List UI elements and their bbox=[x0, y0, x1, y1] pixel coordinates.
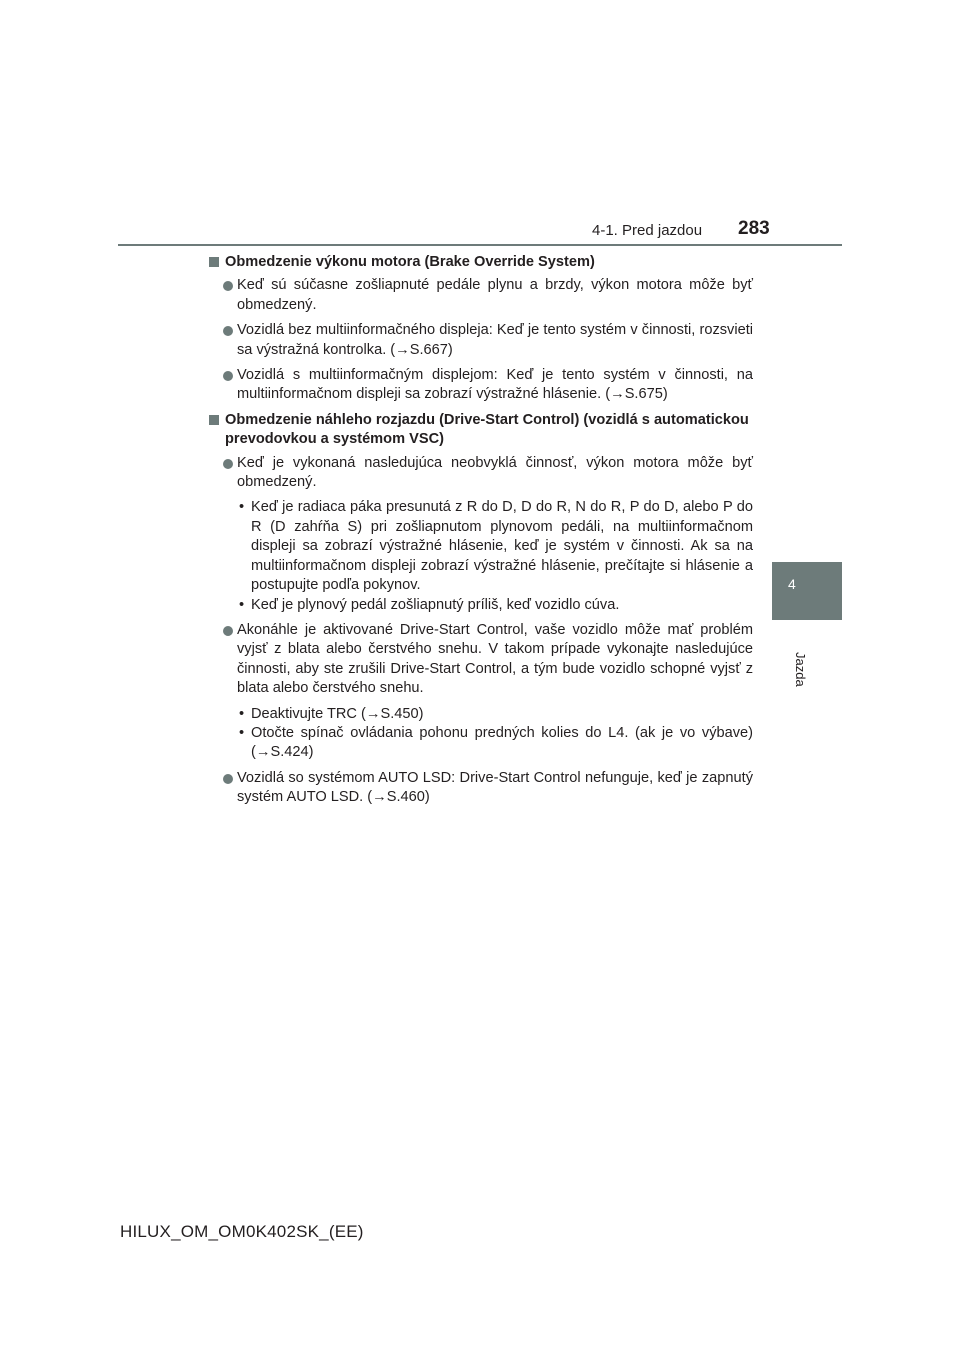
sub-list-item-text: Deaktivujte TRC (→S.450) bbox=[251, 705, 424, 722]
circle-bullet-icon bbox=[223, 626, 233, 636]
circle-bullet-icon bbox=[223, 326, 233, 336]
list-item bbox=[209, 321, 753, 360]
list-item-text: Vozidlá bez multiinformačného displeja: Keď je tento systém v činnosti, rozsvieti sa výstražná kontrolka. (→S.667) bbox=[237, 322, 753, 358]
list-item-text: Keď je vykonaná nasledujúca neobvyklá činnosť, výkon motora môže byť obmedzený. bbox=[237, 454, 753, 491]
circle-bullet-icon bbox=[223, 281, 233, 291]
list-item-text: Keď sú súčasne zošliapnuté pedále plynu a brzdy, výkon motora môže byť obmedzený. bbox=[237, 277, 753, 313]
sub-list-item bbox=[209, 705, 753, 724]
section-heading-text: Obmedzenie výkonu motora (Brake Override System) bbox=[225, 254, 595, 270]
list-item-text: Vozidlá s multiinformačným displejom: Keď je tento systém v činnosti, na multiinformačnom displeji sa zobrazí výstražné hlásenie. (→S.675) bbox=[237, 367, 753, 403]
sub-list-item-text: Otočte spínač ovládania pohonu predných kolies do L4. (ak je vo výbave) (→S.424) bbox=[251, 724, 753, 761]
document-code: HILUX_OM_OM0K402SK_(EE) bbox=[120, 1222, 364, 1241]
square-bullet-icon bbox=[209, 415, 219, 425]
chapter-tab bbox=[772, 562, 842, 620]
page-content bbox=[209, 253, 753, 814]
list-item-text: Akonáhle je aktivované Drive-Start Control, vaše vozidlo môže mať problém vyjsť z blata alebo čerstvého snehu. V takom prípade vykonajte nasledujúce činnosti, aby ste zrušili Drive-Start Control, a tým bude vozidlo schopné vyjsť z blata alebo čerstvého snehu. bbox=[237, 621, 753, 697]
circle-bullet-icon bbox=[223, 774, 233, 784]
sub-list-item bbox=[209, 498, 753, 595]
list-item bbox=[209, 621, 753, 699]
sub-bullet-mark: • bbox=[239, 724, 245, 741]
sub-bullet-mark: • bbox=[239, 499, 245, 516]
sub-list bbox=[209, 498, 753, 614]
header-divider bbox=[118, 244, 842, 246]
list-item bbox=[209, 366, 753, 405]
sub-bullet-mark: • bbox=[239, 705, 245, 722]
square-bullet-icon bbox=[209, 257, 219, 267]
sub-list bbox=[209, 705, 753, 763]
section-heading bbox=[209, 411, 753, 450]
list-item bbox=[209, 454, 753, 493]
page-number: 283 bbox=[738, 218, 770, 239]
header-section-title: 4-1. Pred jazdou bbox=[592, 222, 703, 239]
circle-bullet-icon bbox=[223, 459, 233, 469]
sub-list-item-text: Keď je plynový pedál zošliapnutý príliš, keď vozidlo cúva. bbox=[251, 596, 620, 613]
list-item bbox=[209, 769, 753, 808]
sub-list-item-text: Keď je radiaca páka presunutá z R do D, D do R, N do R, P do D, alebo P do R (D zahŕňa S) pri zošliapnutom plynovom pedáli, na multiinformačnom displeji sa zobrazí výstražné hlásenie, keď je systém v činnosti. Ak sa na multiinformačnom displeji zobrazí výstražné hlásenie, prečítajte si hlásenie a postupujte podľa pokynov. bbox=[251, 499, 753, 594]
sub-list-item bbox=[209, 724, 753, 763]
chapter-tab-label: Jazda bbox=[793, 652, 808, 687]
list-item bbox=[209, 276, 753, 315]
list-item-text: Vozidlá so systémom AUTO LSD: Drive-Start Control nefunguje, keď je zapnutý systém AUTO LSD. (→S.460) bbox=[237, 769, 753, 806]
sub-bullet-mark: • bbox=[239, 596, 245, 613]
chapter-tab-number: 4 bbox=[788, 576, 796, 592]
section-heading bbox=[209, 253, 753, 272]
circle-bullet-icon bbox=[223, 371, 233, 381]
section-heading-text: Obmedzenie náhleho rozjazdu (Drive-Start Control) (vozidlá s automatickou prevodovkou a systémom VSC) bbox=[225, 411, 749, 448]
sub-list-item bbox=[209, 596, 753, 615]
